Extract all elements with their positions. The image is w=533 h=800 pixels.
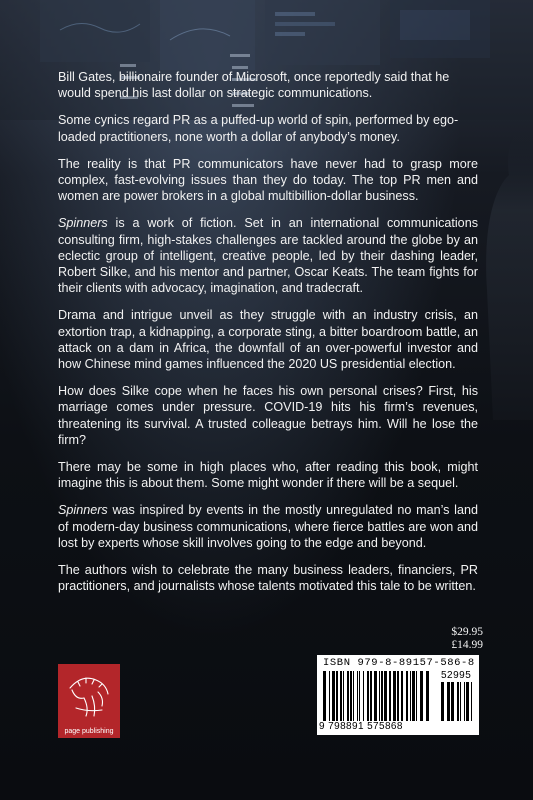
blurb-paragraph: How does Silke cope when he faces his own personal crises? First, his marriage comes under pressure. COVID-19 hits his firm’s revenues, threatening its survival. A trusted colleague betrays him. Will he lose the firm?: [58, 384, 478, 447]
blurb-paragraph: [58, 502, 478, 551]
addon-barcode-bars: [441, 682, 475, 721]
blurb-text: was inspired by events in the mostly unregulated no man’s land of modern-day business communications, where fierce battles are won and lost by experts whose skill involves going to the edge and beyond.: [58, 503, 478, 550]
blurb-paragraph: [58, 215, 478, 296]
back-cover-blurb: [58, 69, 478, 605]
blurb-text: is a work of fiction. Set in an international communications consulting firm, high-stakes challenges are tackled around the globe by an eclectic group of intelligent, creative people, led by their dashing leader, Robert Silke, and his mentor and partner, Oscar Keats. The team fights for their clients with advocacy, imagination, and tradecraft.: [58, 216, 478, 296]
blurb-paragraph: Some cynics regard PR as a puffed-up world of spin, performed by ego-loaded practitioners, none worth a dollar of anybody’s money.: [58, 113, 459, 144]
blurb-paragraph: Drama and intrigue unveil as they struggle with an industry crisis, an extortion trap, a kidnapping, a corporate sting, a bitter boardroom battle, an attack on a dam in Africa, the downfall of an over-powerful investor and how Chinese mind games influenced the 2020 US presidential election.: [58, 308, 478, 372]
book-title-italic: Spinners: [58, 503, 108, 518]
publisher-emblem-icon: [62, 668, 116, 722]
publisher-logo: [58, 664, 120, 738]
blurb-paragraph: The authors wish to celebrate the many business leaders, financiers, PR practitioners, and journalists whose talents motivated this tale to be written.: [58, 563, 478, 594]
blurb-paragraph: There may be some in high places who, after reading this book, might imagine this is about them. Some might wonder if there will be a sequel.: [58, 460, 478, 491]
barcode-price-code: 52995: [441, 670, 472, 681]
blurb-paragraph: The reality is that PR communicators have never had to grasp more complex, fast-evolving issues than they do today. The top PR men and women are power brokers in a global multibillion-dollar business.: [58, 156, 478, 204]
price-usd: $29.95: [451, 626, 483, 638]
book-title-italic: Spinners: [58, 216, 108, 231]
ean13-barcode-bars: [323, 671, 435, 721]
isbn-barcode: [317, 655, 479, 735]
price-block: [438, 626, 483, 652]
barcode-digits: 9 798891 575868: [319, 721, 403, 732]
publisher-name: page publishing: [64, 728, 114, 735]
blurb-paragraph: Bill Gates, billionaire founder of Microsoft, once reportedly said that he would spend his last dollar on strategic communications.: [58, 70, 450, 101]
isbn-label: ISBN 979-8-89157-586-8: [323, 657, 475, 669]
price-gbp: £14.99: [451, 639, 483, 651]
